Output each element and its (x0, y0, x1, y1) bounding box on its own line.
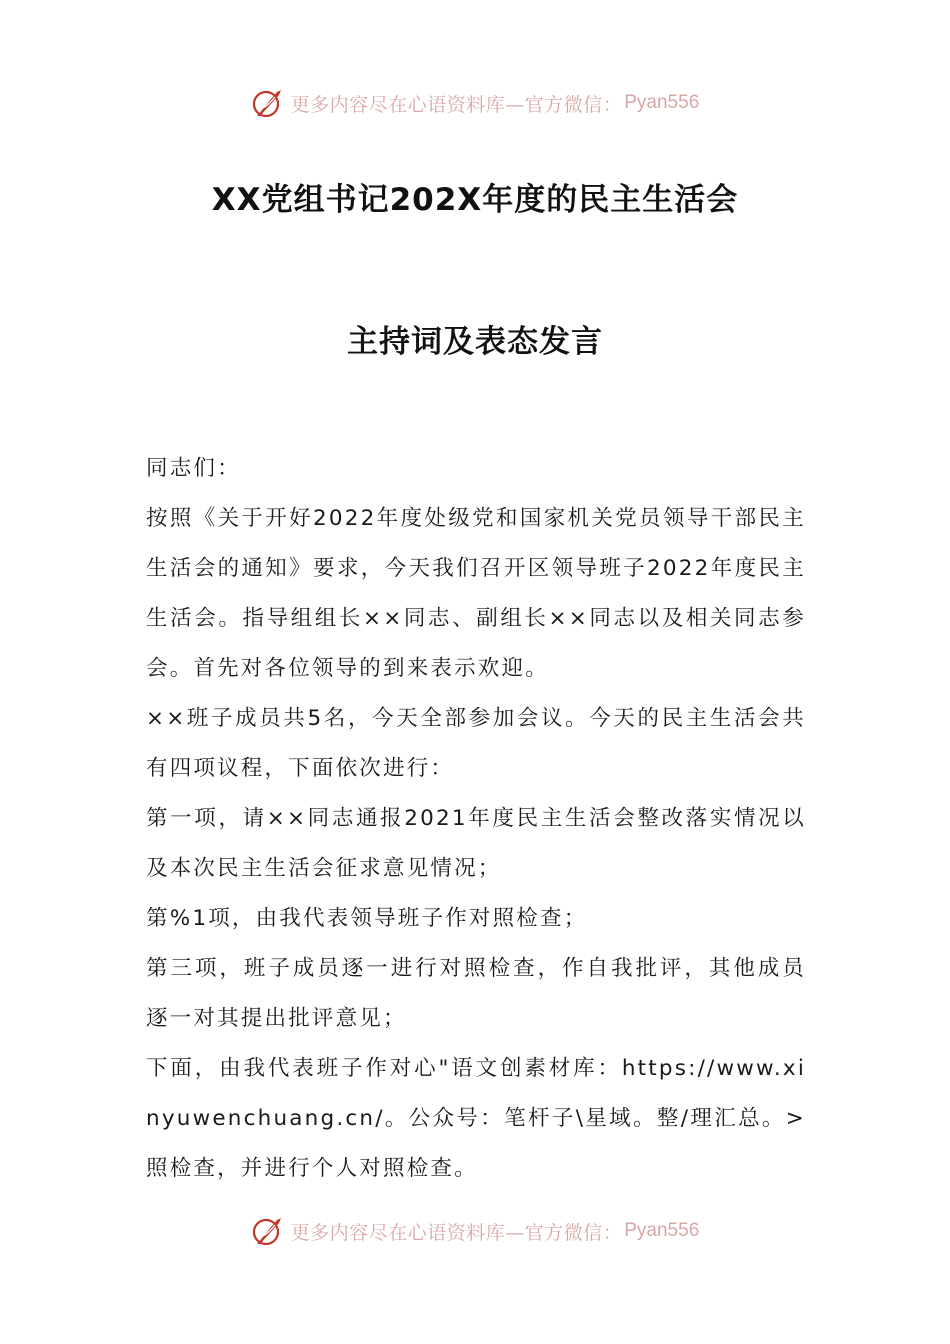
paragraph: ××班子成员共5名，今天全部参加会议。今天的民主生活会共有四项议程，下面依次进行： (146, 706, 806, 781)
paragraph-greeting: 同志们： (146, 456, 241, 481)
banner-text: 更多内容尽在心语资料库—官方微信： (290, 1221, 623, 1244)
quill-logo-icon (251, 1214, 285, 1248)
quill-logo-icon (251, 86, 285, 120)
paragraph: 按照《关于开好2022年度处级党和国家机关党员领导干部民主生活会的通知》要求，今天我们召开区领导班子2022年度民主生活会。指导组组长××同志、副组长××同志以及相关同志参会。首先对各位领导的到来表示欢迎。 (146, 506, 806, 681)
document-title-line-2: 主持词及表态发言 (347, 324, 603, 360)
footer-watermark-banner (0, 1211, 950, 1251)
banner-text: 更多内容尽在心语资料库—官方微信： (290, 93, 623, 116)
paragraph: 第一项，请××同志通报2021年度民主生活会整改落实情况以及本次民主生活会征求意见情况； (146, 806, 806, 881)
banner-wechat-id: Pyan556 (624, 92, 700, 113)
document-title-line-1: XX党组书记202X年度的民主生活会 (211, 182, 739, 218)
paragraph: 下面，由我代表班子作对心"语文创素材库：https://www.xinyuwenchuang.cn/。公众号：笔杆子\星域。整/理汇总。>照检查，并进行个人对照检查。 (146, 1056, 806, 1181)
document-body (146, 444, 806, 1194)
header-watermark-banner (0, 83, 950, 123)
paragraph: 第三项，班子成员逐一进行对照检查，作自我批评，其他成员逐一对其提出批评意见； (146, 956, 806, 1031)
paragraph: 第%1项，由我代表领导班子作对照检查； (146, 906, 588, 931)
banner-wechat-id: Pyan556 (624, 1220, 700, 1241)
